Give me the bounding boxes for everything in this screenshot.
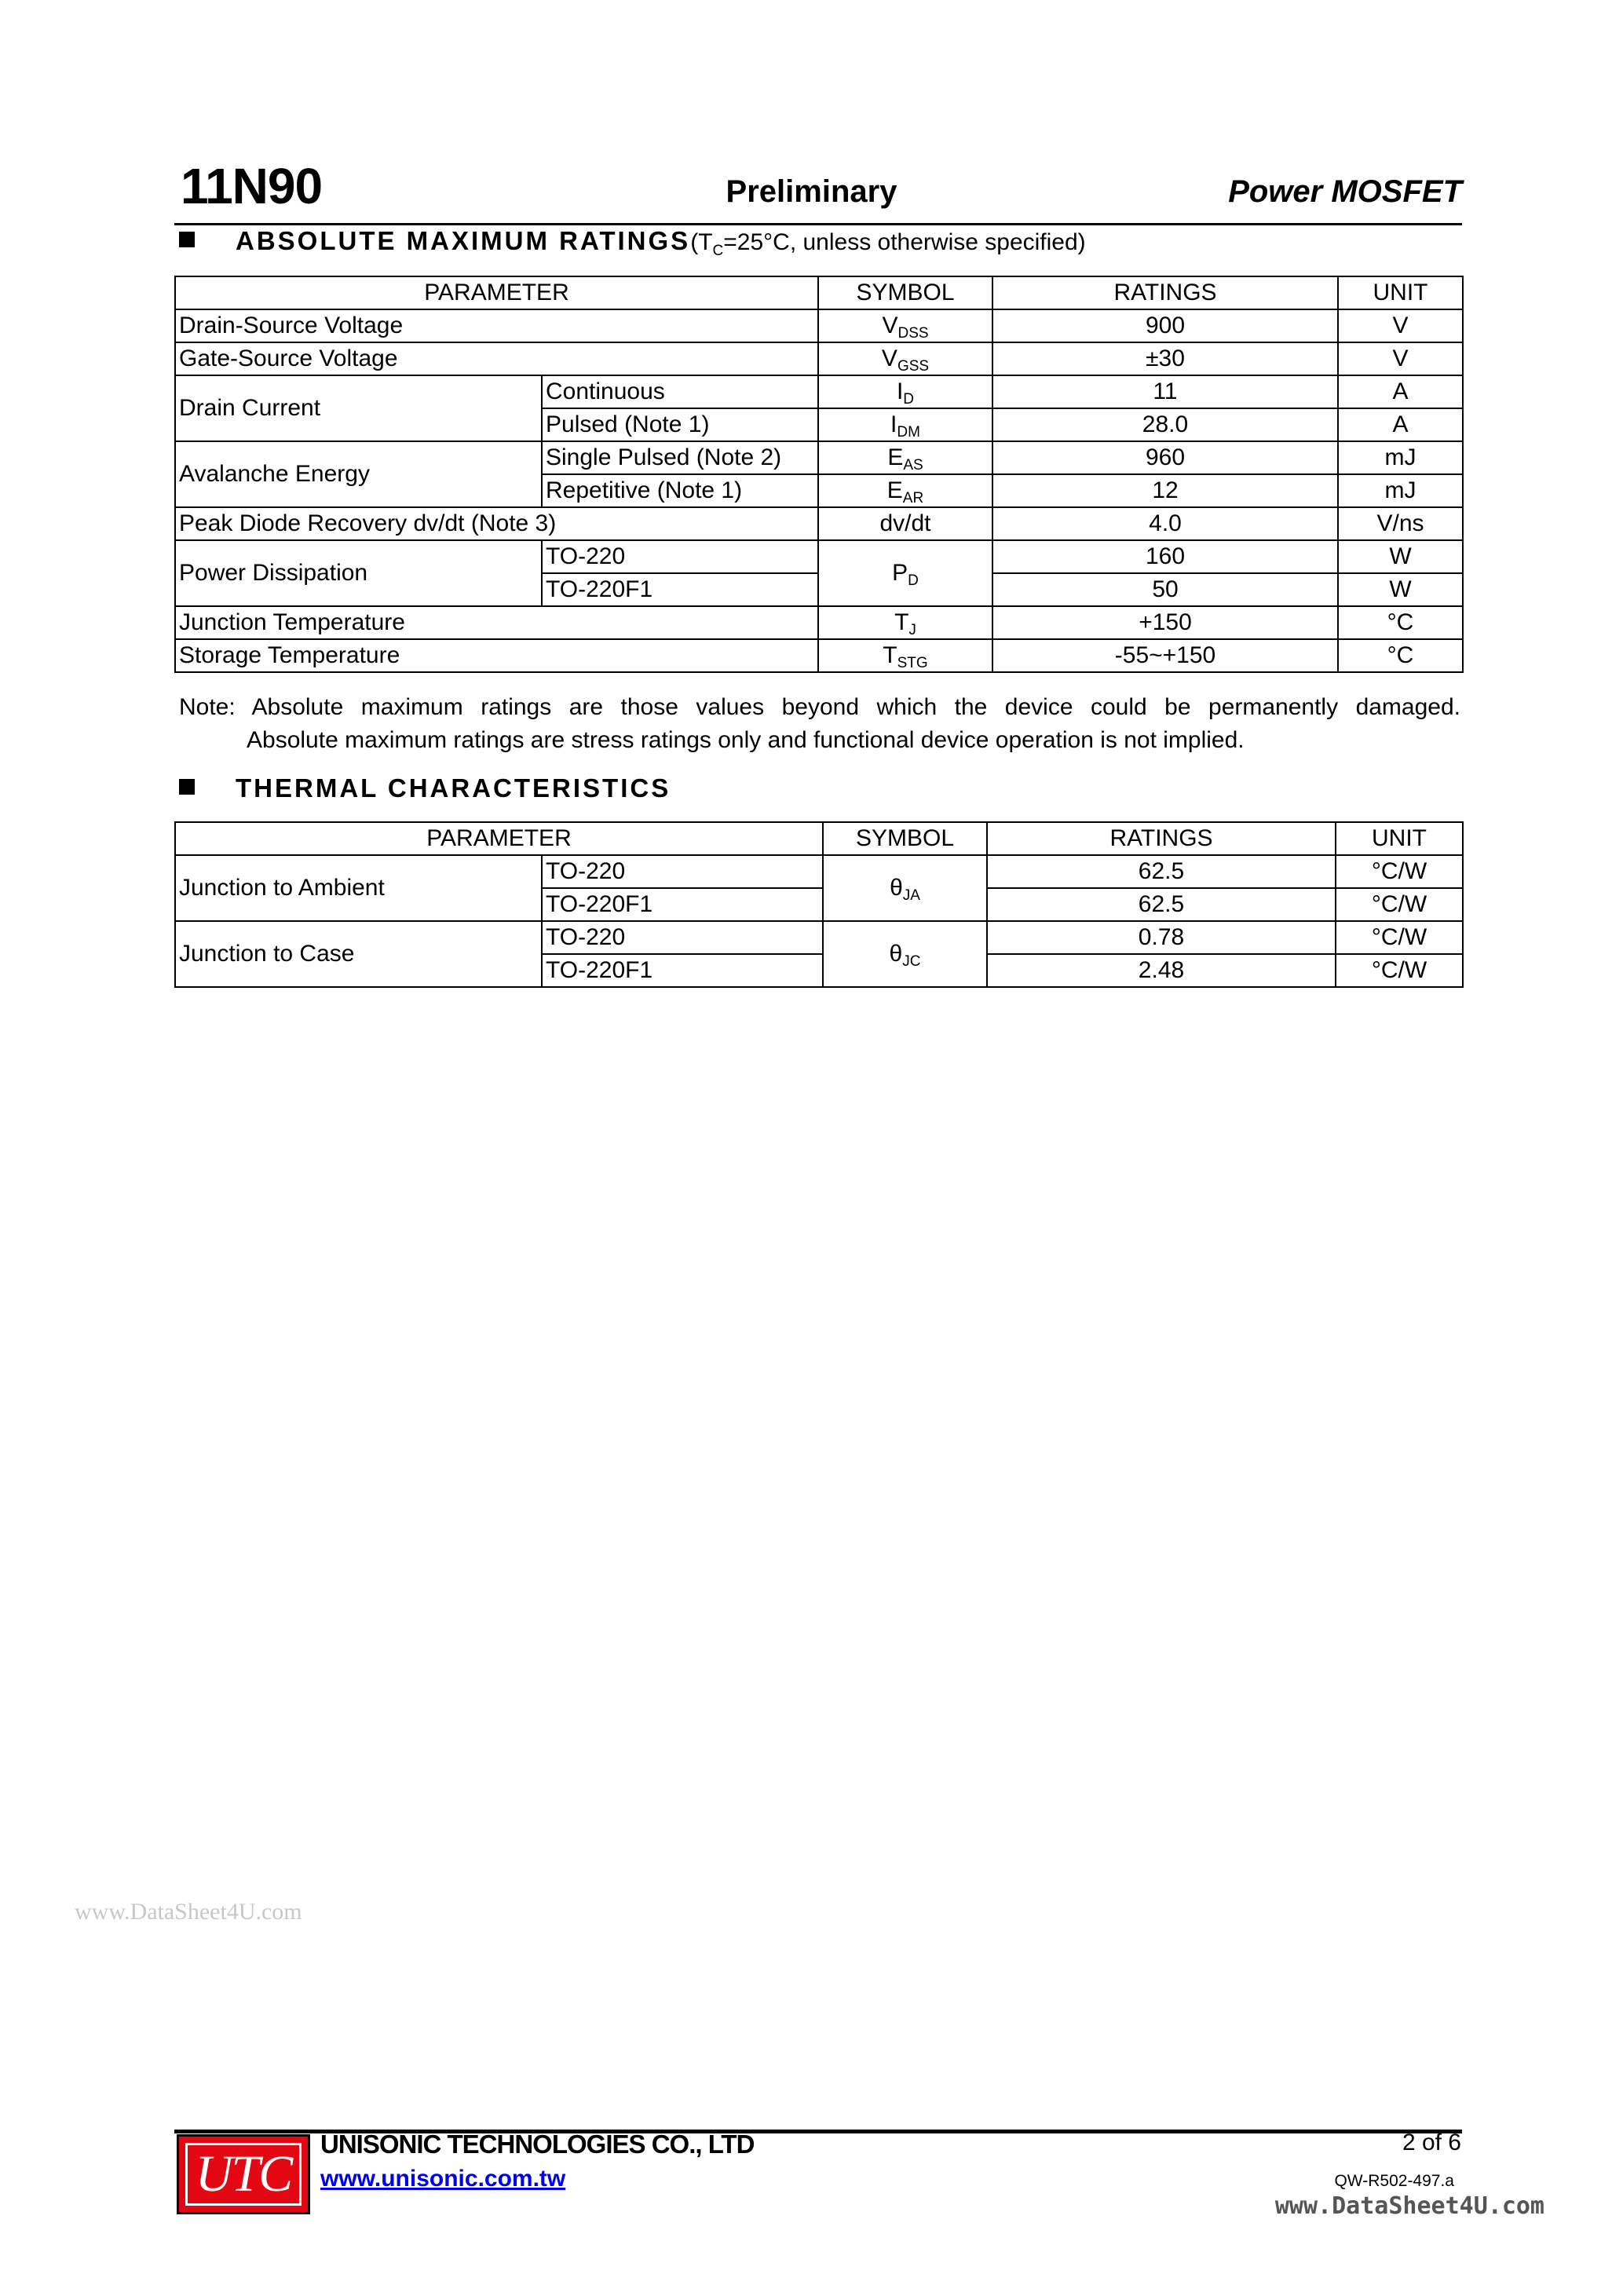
symbol-cell: $E_{AR}$: [818, 474, 992, 507]
rating-cell: 62.5: [987, 855, 1336, 888]
symbol-cell: $V_{DSS}$: [818, 309, 992, 342]
col-header-unit: UNIT: [1336, 822, 1463, 855]
unit-cell: W: [1338, 540, 1463, 573]
rating-cell: 2.48: [987, 954, 1336, 987]
table-row: [175, 441, 1463, 474]
unit-cell: W: [1338, 573, 1463, 606]
rating-cell: 50: [992, 573, 1338, 606]
document-number: QW-R502-497.a: [1334, 2172, 1454, 2190]
param-cell: Junction to Ambient: [175, 855, 542, 921]
unit-cell: °C/W: [1336, 855, 1463, 888]
page-number: 2 of 6: [1402, 2130, 1461, 2155]
unit-cell: °C/W: [1336, 921, 1463, 954]
table-row: [175, 606, 1463, 639]
table-header-row: [175, 822, 1463, 855]
status-label: Preliminary: [726, 174, 897, 209]
col-header-parameter: PARAMETER: [175, 822, 823, 855]
unit-cell: mJ: [1338, 474, 1463, 507]
condition-cell: Continuous: [542, 375, 818, 408]
table-row: [175, 342, 1463, 375]
header-rule: [174, 223, 1462, 225]
param-cell: Storage Temperature: [175, 639, 818, 672]
symbol-cell: $P_D$: [818, 540, 992, 606]
abs-max-heading: [179, 226, 1086, 260]
company-name: UNISONIC TECHNOLOGIES CO., LTD: [320, 2130, 755, 2159]
condition-cell: Pulsed (Note 1): [542, 408, 818, 441]
rating-cell: -55~+150: [992, 639, 1338, 672]
unit-cell: °C: [1338, 606, 1463, 639]
footer-watermark: www.DataSheet4U.com: [1274, 2192, 1544, 2220]
rating-cell: 4.0: [992, 507, 1338, 540]
symbol-cell: dv/dt: [818, 507, 992, 540]
note-line-1: Note: Absolute maximum ratings are those values beyond which the device could be permanently damaged.: [179, 694, 1460, 720]
symbol-cell: $T_{STG}$: [818, 639, 992, 672]
condition-cell: TO-220: [542, 855, 823, 888]
unit-cell: A: [1338, 375, 1463, 408]
thermal-table: [174, 821, 1464, 988]
unit-cell: V: [1338, 309, 1463, 342]
abs-max-note: [179, 691, 1460, 757]
abs-max-title: ABSOLUTE MAXIMUM RATINGS: [236, 226, 691, 255]
note-line-2: Absolute maximum ratings are stress ratings only and functional device operation is not implied.: [247, 727, 1245, 753]
symbol-cell: $V_{GSS}$: [818, 342, 992, 375]
col-header-parameter: PARAMETER: [175, 276, 818, 309]
rating-cell: 0.78: [987, 921, 1336, 954]
param-cell: Power Dissipation: [175, 540, 542, 606]
param-cell: Gate-Source Voltage: [175, 342, 818, 375]
unit-cell: mJ: [1338, 441, 1463, 474]
param-cell: Drain-Source Voltage: [175, 309, 818, 342]
thermal-title: THERMAL CHARACTERISTICS: [236, 773, 671, 803]
symbol-cell: $\theta_{JA}$: [823, 855, 987, 921]
unit-cell: °C/W: [1336, 888, 1463, 921]
col-header-ratings: RATINGS: [987, 822, 1336, 855]
abs-max-condition: ($T_C=25^\circ C$, unless otherwise specified): [690, 229, 1086, 259]
unit-cell: A: [1338, 408, 1463, 441]
table-row: [175, 507, 1463, 540]
rating-cell: 900: [992, 309, 1338, 342]
condition-cell: TO-220: [542, 540, 818, 573]
unit-cell: °C: [1338, 639, 1463, 672]
table-row: [175, 921, 1463, 954]
rating-cell: 62.5: [987, 888, 1336, 921]
website-link[interactable]: www.unisonic.com.tw: [320, 2166, 566, 2192]
rating-cell: 11: [992, 375, 1338, 408]
param-cell: Junction Temperature: [175, 606, 818, 639]
param-cell: Peak Diode Recovery dv/dt (Note 3): [175, 507, 818, 540]
rating-cell: 12: [992, 474, 1338, 507]
table-row: [175, 309, 1463, 342]
symbol-cell: $I_{DM}$: [818, 408, 992, 441]
table-header-row: [175, 276, 1463, 309]
logo-text: UTC: [195, 2145, 292, 2203]
rating-cell: ±30: [992, 342, 1338, 375]
part-number: 11N90: [181, 158, 323, 214]
table-row: [175, 639, 1463, 672]
watermark-text: www.DataSheet4U.com: [75, 1899, 302, 1925]
condition-cell: TO-220F1: [542, 573, 818, 606]
table-row: [175, 375, 1463, 408]
param-cell: Drain Current: [175, 375, 542, 441]
abs-max-table: [174, 276, 1464, 673]
condition-cell: TO-220F1: [542, 954, 823, 987]
symbol-cell: $I_D$: [818, 375, 992, 408]
symbol-cell: $\theta_{JC}$: [823, 921, 987, 987]
table-row: [175, 855, 1463, 888]
col-header-symbol: SYMBOL: [818, 276, 992, 309]
rating-cell: 160: [992, 540, 1338, 573]
rating-cell: 960: [992, 441, 1338, 474]
thermal-heading: [179, 773, 671, 803]
symbol-cell: $T_J$: [818, 606, 992, 639]
col-header-symbol: SYMBOL: [823, 822, 987, 855]
condition-cell: Single Pulsed (Note 2): [542, 441, 818, 474]
square-bullet-icon: [179, 779, 195, 795]
condition-cell: Repetitive (Note 1): [542, 474, 818, 507]
unit-cell: V: [1338, 342, 1463, 375]
symbol-cell: $E_{AS}$: [818, 441, 992, 474]
rating-cell: +150: [992, 606, 1338, 639]
param-cell: Avalanche Energy: [175, 441, 542, 507]
square-bullet-icon: [179, 232, 195, 247]
condition-cell: TO-220F1: [542, 888, 823, 921]
col-header-ratings: RATINGS: [992, 276, 1338, 309]
rating-cell: 28.0: [992, 408, 1338, 441]
unit-cell: V/ns: [1338, 507, 1463, 540]
table-row: [175, 540, 1463, 573]
unit-cell: °C/W: [1336, 954, 1463, 987]
product-type: Power MOSFET: [1228, 174, 1462, 209]
col-header-unit: UNIT: [1338, 276, 1463, 309]
param-cell: Junction to Case: [175, 921, 542, 987]
utc-logo: [177, 2134, 310, 2214]
condition-cell: TO-220: [542, 921, 823, 954]
